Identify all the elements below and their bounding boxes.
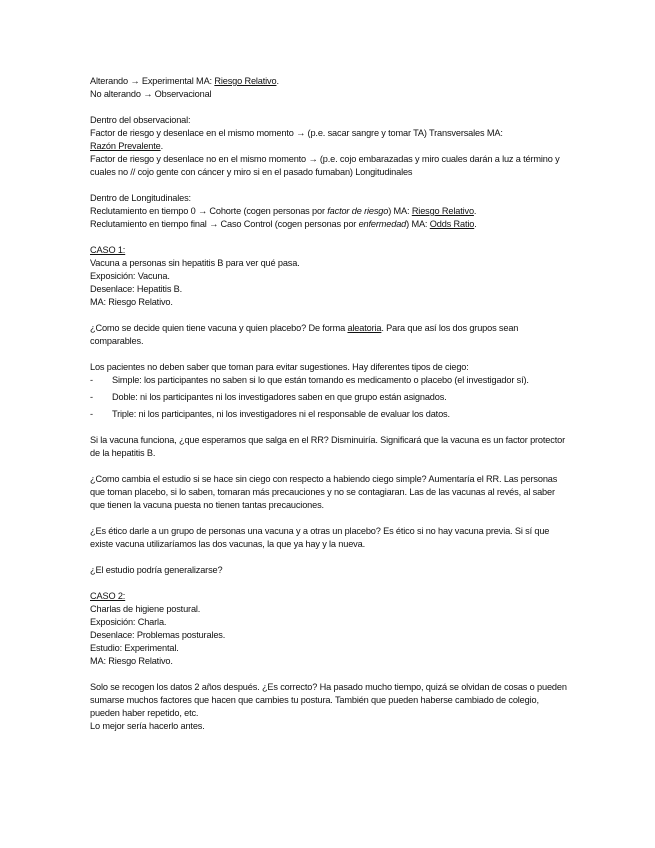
bullet-dash: - (90, 392, 93, 402)
longitudinales-section (90, 192, 570, 231)
arrow-icon: → (130, 76, 140, 86)
arrow-icon: → (296, 128, 306, 138)
case-title: CASO 2: (90, 591, 126, 601)
case-line: Charlas de higiene postural. (90, 604, 201, 614)
intro-section (90, 75, 570, 101)
caso1-section (90, 244, 570, 309)
bullet-dash: - (90, 375, 93, 385)
paragraph-ciego (90, 361, 570, 421)
case-line: Estudio: Experimental. (90, 643, 179, 653)
paragraph-etico: ¿Es ético darle a un grupo de personas una vacuna y a otras un placebo? Es ético si no hay vacuna previa. Si sí que existe vacuna utilizaríamos las dos vacunas, la que ya hay y la nueva. (90, 526, 550, 549)
paragraph-rr: Si la vacuna funciona, ¿que esperamos que salga en el RR? Disminuiría. Significará que la vacuna es un factor protector de la hepatitis B. (90, 435, 565, 458)
paragraph-generalizar: ¿El estudio podría generalizarse? (90, 565, 223, 575)
case-line: Vacuna a personas sin hepatitis B para ver qué pasa. (90, 258, 300, 268)
paragraph-final (90, 681, 570, 733)
case-line: MA: Riesgo Relativo. (90, 297, 173, 307)
observacional-section (90, 114, 570, 179)
underlined-term: aleatoria (347, 323, 382, 333)
arrow-icon: → (209, 219, 219, 229)
observacional-line-1: Factor de riesgo y desenlace en el mismo momento → (p.e. sacar sangre y tomar TA) Transversales MA: Razón Prevalente. (90, 128, 503, 151)
longitudinales-line-1: Reclutamiento en tiempo 0 → Cohorte (cogen personas por factor de riesgo) MA: Riesgo Relativo. (90, 206, 477, 216)
underlined-term: Razón Prevalente (90, 141, 161, 151)
intro-line-1: Alterando → Experimental MA: Riesgo Relativo. (90, 76, 279, 86)
section-heading: Dentro del observacional: (90, 115, 191, 125)
bullet-dash: - (90, 409, 93, 419)
case-title: CASO 1: (90, 245, 126, 255)
document-body (90, 75, 570, 746)
underlined-term: Odds Ratio (429, 219, 475, 229)
case-line: Desenlace: Hepatitis B. (90, 284, 183, 294)
intro-line-2: No alterando → Observacional (90, 89, 212, 99)
underlined-term: Riesgo Relativo (214, 76, 277, 86)
section-heading: Dentro de Longitudinales: (90, 193, 191, 203)
paragraph-sin-ciego: ¿Como cambia el estudio si se hace sin ciego con respecto a habiendo ciego simple? Aumentaría el RR. Las personas que toman placebo, si lo saben, tomaran más precauciones y no se contagiaran. Las de las vacunas al revés, al saber que tienen la vacuna puesta no tienen tantas precauciones. (90, 474, 558, 510)
case-line: Exposición: Charla. (90, 617, 167, 627)
paragraph-text: Lo mejor sería hacerlo antes. (90, 721, 205, 731)
paragraph-text: Los pacientes no deben saber que toman para evitar sugestiones. Hay diferentes tipos de ciego: (90, 362, 469, 372)
list-item: - Simple: los participantes no saben si lo que están tomando es medicamento o placebo (el investigador sí). (90, 375, 529, 385)
ciego-list (90, 374, 570, 421)
paragraph-text: Solo se recogen los datos 2 años después. ¿Es correcto? Ha pasado mucho tiempo, quizá se olvidan de cosas o pueden sumarse muchos factores que hacen que cambies tu postura. También que pueden haberse cambiado de colegio, pueden haber repetido, etc. (90, 682, 567, 718)
arrow-icon: → (197, 206, 207, 216)
case-line: Exposición: Vacuna. (90, 271, 170, 281)
underlined-term: Riesgo Relativo (411, 206, 474, 216)
case-line: Desenlace: Problemas posturales. (90, 630, 226, 640)
case-line: MA: Riesgo Relativo. (90, 656, 173, 666)
list-item: - Triple: ni los participantes, ni los investigadores ni el responsable de evaluar los datos. (90, 409, 450, 419)
paragraph-placebo: ¿Como se decide quien tiene vacuna y quien placebo? De forma aleatoria. Para que así los dos grupos sean comparables. (90, 323, 519, 346)
arrow-icon: → (308, 154, 318, 164)
longitudinales-line-2: Reclutamiento en tiempo final → Caso Control (cogen personas por enfermedad) MA: Odds Ratio. (90, 219, 477, 229)
list-item: - Doble: ni los participantes ni los investigadores saben en que grupo están asignados. (90, 392, 447, 402)
caso2-section (90, 590, 570, 668)
observacional-line-2: Factor de riesgo y desenlace no en el mismo momento → (p.e. cojo embarazadas y miro cuales darán a luz a término y cuales no // cojo gente con cáncer y miro si en el pasado fumaban) Longitudinales (90, 154, 560, 177)
arrow-icon: → (143, 89, 153, 99)
